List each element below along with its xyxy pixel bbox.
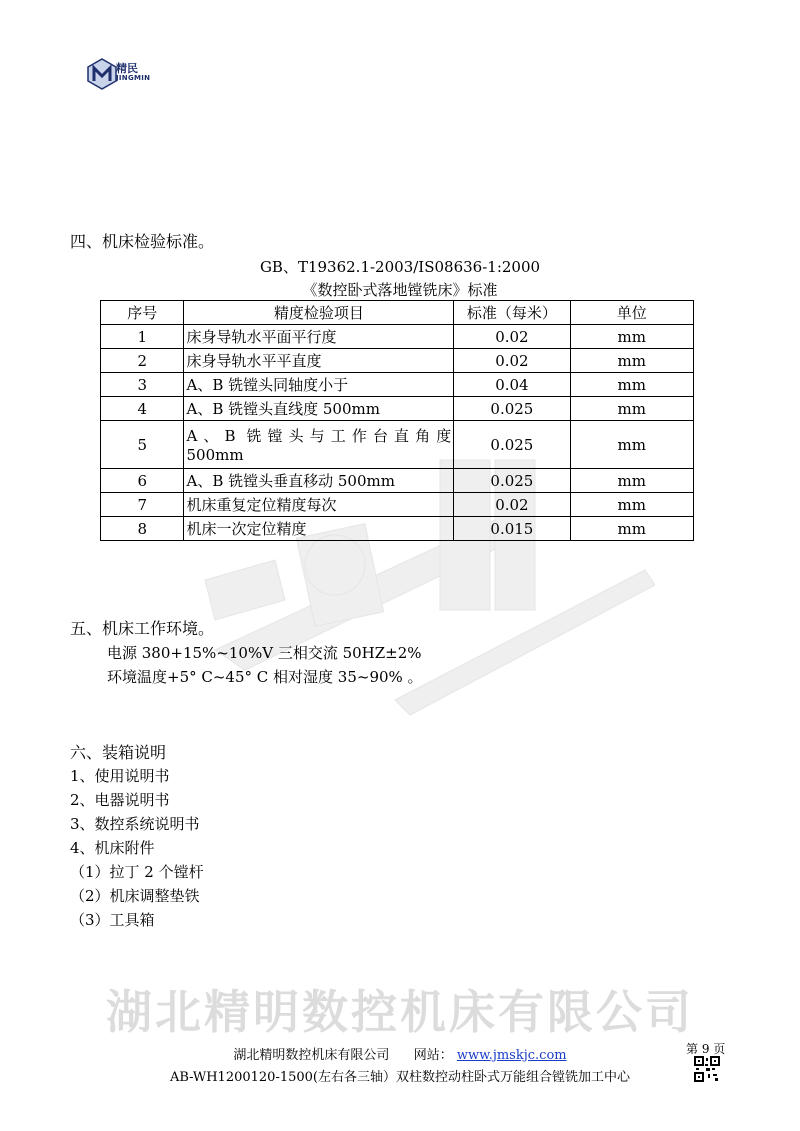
row-unit: mm — [570, 397, 693, 421]
qr-code-icon — [694, 1056, 720, 1082]
inspection-standard-table — [100, 300, 694, 541]
company-watermark: 湖北精明数控机床有限公司 — [106, 985, 694, 1039]
table-header-row — [101, 301, 694, 325]
header-no: 序号 — [101, 301, 184, 325]
row-no: 2 — [101, 349, 184, 373]
row-no: 5 — [101, 421, 184, 469]
row-no: 8 — [101, 517, 184, 541]
footer-website-link[interactable]: www.jmskjc.com — [456, 1048, 567, 1063]
row-unit: mm — [570, 373, 693, 397]
row-standard: 0.025 — [454, 469, 570, 493]
row-no: 3 — [101, 373, 184, 397]
table-row — [101, 493, 694, 517]
standard-name: 《数控卧式落地镗铣床》标准 — [302, 281, 498, 299]
environment-requirement: 环境温度+5° C~45° C 相对湿度 35~90% 。 — [107, 668, 423, 686]
row-unit: mm — [570, 421, 693, 469]
table-row — [101, 469, 694, 493]
row-item: 机床重复定位精度每次 — [184, 493, 454, 517]
row-item-continuation: 500mm — [186, 446, 244, 464]
page-number: 第 9 页 — [686, 1042, 726, 1056]
row-item: 床身导轨水平平直度 — [184, 349, 454, 373]
table-row — [101, 349, 694, 373]
row-unit: mm — [570, 469, 693, 493]
list-item: 1、使用说明书 — [70, 767, 170, 785]
section-6-title: 六、装箱说明 — [70, 743, 167, 762]
row-item-multiline — [184, 421, 454, 469]
header-unit: 单位 — [570, 301, 693, 325]
footer-company-line — [0, 1044, 800, 1063]
list-item: 2、电器说明书 — [70, 791, 170, 809]
row-standard: 0.04 — [454, 373, 570, 397]
header-standard: 标准（每米） — [454, 301, 570, 325]
row-item: A、B 铣镗头同轴度小于 — [184, 373, 454, 397]
header-item: 精度检验项目 — [184, 301, 454, 325]
row-standard: 0.025 — [454, 421, 570, 469]
table-row — [101, 397, 694, 421]
list-item: 3、数控系统说明书 — [70, 815, 200, 833]
row-no: 6 — [101, 469, 184, 493]
row-standard: 0.02 — [454, 325, 570, 349]
table-row — [101, 325, 694, 349]
row-unit: mm — [570, 493, 693, 517]
row-standard: 0.02 — [454, 493, 570, 517]
list-item: （3）工具箱 — [70, 911, 155, 929]
section-5-title: 五、机床工作环境。 — [70, 619, 215, 638]
logo-mark-icon — [86, 58, 118, 90]
row-no: 1 — [101, 325, 184, 349]
row-no: 4 — [101, 397, 184, 421]
row-unit: mm — [570, 349, 693, 373]
table-row — [101, 421, 694, 469]
row-standard: 0.015 — [454, 517, 570, 541]
list-item: 4、机床附件 — [70, 839, 155, 857]
logo-text-cn: 精民 — [116, 62, 138, 75]
row-item: 床身导轨水平面平行度 — [184, 325, 454, 349]
logo-text-en: JINGMIN — [116, 74, 151, 82]
footer-site-label: 网站： — [413, 1048, 453, 1063]
section-4-title: 四、机床检验标准。 — [70, 232, 215, 251]
standard-code: GB、T19362.1-2003/IS08636-1:2000 — [259, 258, 541, 276]
footer-company: 湖北精明数控机床有限公司 — [233, 1048, 390, 1063]
row-item: A、B 铣镗头直线度 500mm — [184, 397, 454, 421]
row-item: A、B 铣镗头垂直移动 500mm — [184, 469, 454, 493]
row-no: 7 — [101, 493, 184, 517]
company-logo — [86, 58, 156, 92]
list-item: （1）拉丁 2 个镗杆 — [70, 863, 204, 881]
table-row — [101, 373, 694, 397]
row-item: A、B 铣镗头与工作台直角度 — [186, 427, 452, 445]
row-unit: mm — [570, 517, 693, 541]
row-unit: mm — [570, 325, 693, 349]
table-row — [101, 517, 694, 541]
row-standard: 0.025 — [454, 397, 570, 421]
power-requirement: 电源 380+15%~10%V 三相交流 50HZ±2% — [107, 644, 422, 662]
footer-product: AB-WH1200120-1500(左右各三轴）双柱数控动柱卧式万能组合镗铣加工中心 — [169, 1070, 630, 1085]
list-item: （2）机床调整垫铁 — [70, 887, 200, 905]
row-item: 机床一次定位精度 — [184, 517, 454, 541]
row-standard: 0.02 — [454, 349, 570, 373]
